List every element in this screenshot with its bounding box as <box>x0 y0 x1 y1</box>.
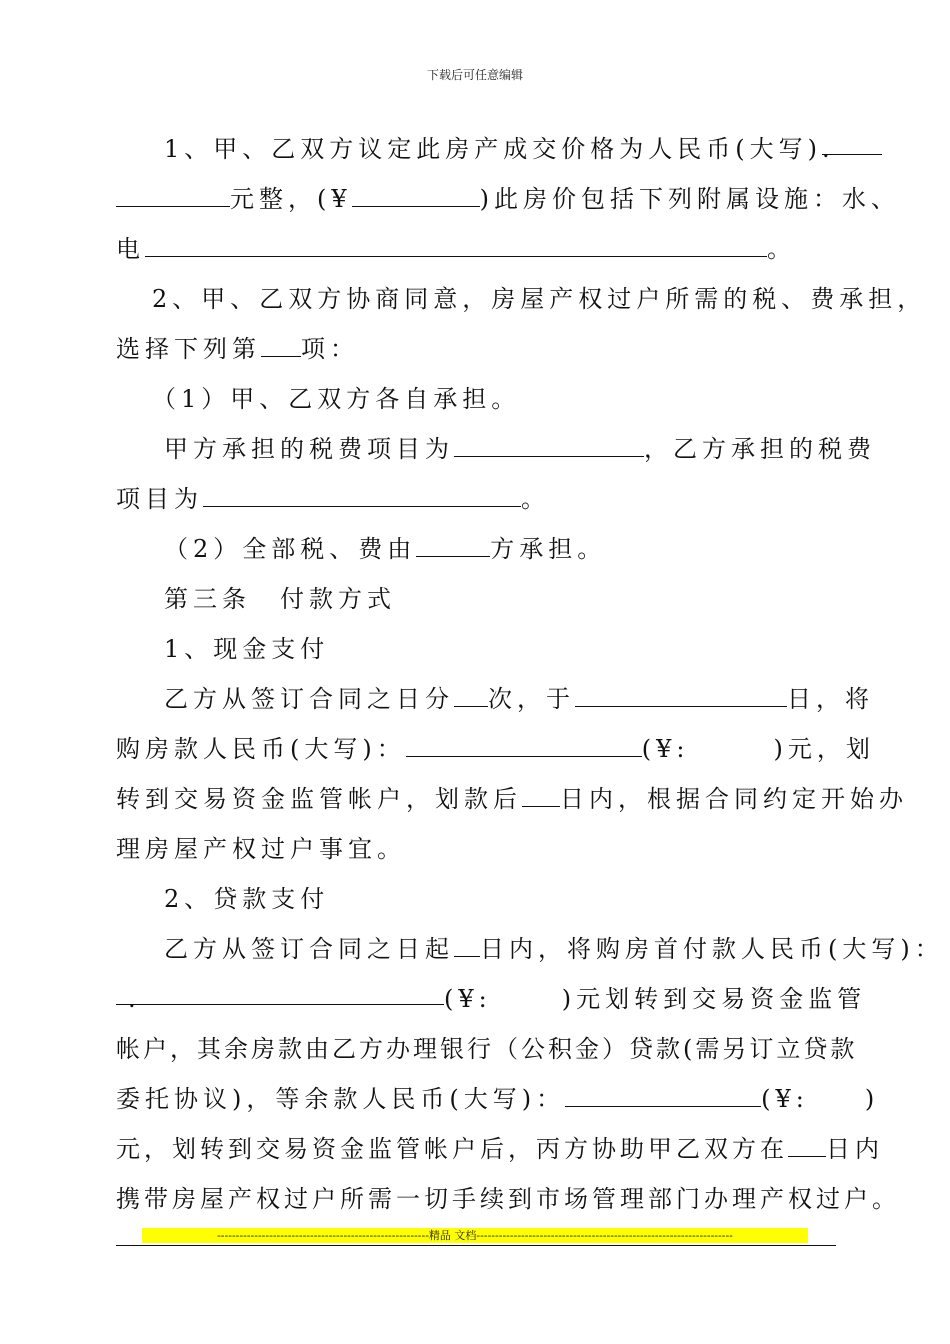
article-3-heading <box>164 584 836 614</box>
loan-payment-line-2 <box>116 984 867 1014</box>
text: 理房屋产权过户事宜。 <box>116 835 406 863</box>
text: 选择下列第 <box>116 335 261 363</box>
text: 委托协议)，等余款人民币(大写)： <box>116 1085 566 1113</box>
text: )元，划 <box>773 735 875 763</box>
text: 乙方从签订合同之日分 <box>164 685 454 713</box>
blank-field[interactable] <box>203 486 521 507</box>
text: 日内 <box>826 1135 884 1163</box>
blank-field[interactable] <box>116 186 230 207</box>
cash-payment-line-1 <box>164 684 874 714</box>
blank-field[interactable]: . <box>822 134 882 155</box>
text: 项目为 <box>116 485 203 513</box>
text: （1）甲、乙双方各自承担。 <box>152 385 521 413</box>
cash-payment-heading <box>164 634 836 664</box>
text: )此房价包括下列附属设施：水、 <box>479 185 901 213</box>
text: 项： <box>301 335 359 363</box>
cash-payment-line-4 <box>116 834 836 864</box>
text: 乙方从签订合同之日起 <box>164 935 454 963</box>
clause-1-line-2 <box>116 184 901 214</box>
option-1-detail-line-2 <box>116 484 836 514</box>
loan-payment-line-1 <box>164 934 944 964</box>
text: 购房款人民币(大写)： <box>116 735 406 763</box>
blank-field[interactable] <box>145 236 767 257</box>
text: 甲方承担的税费项目为 <box>164 435 454 463</box>
loan-payment-line-3 <box>116 1034 858 1064</box>
text: 。 <box>767 235 796 263</box>
blank-field[interactable] <box>575 686 787 707</box>
blank-field[interactable] <box>522 786 560 807</box>
text: （2）全部税、费由 <box>164 535 417 563</box>
clause-2-line-2 <box>116 334 836 364</box>
blank-field[interactable] <box>261 336 301 357</box>
text: 日，将 <box>787 685 874 713</box>
text: 次，于 <box>488 685 575 713</box>
blank-field[interactable] <box>406 736 642 757</box>
text: 2、贷款支付 <box>164 885 330 913</box>
text: 日内，根据合同约定开始办 <box>560 785 908 813</box>
text: 2、甲、乙双方协商同意，房屋产权过户所需的税、费承担， <box>152 285 927 313</box>
text: 转到交易资金监管帐户，划款后 <box>116 785 522 813</box>
clause-1-line <box>164 134 836 164</box>
footer-divider <box>116 1245 836 1246</box>
text: 帐户，其余房款由乙方办理银行（公积金）贷款(需另订立贷款 <box>116 1035 858 1063</box>
blank-field[interactable] <box>454 686 488 707</box>
text: (¥: <box>761 1085 809 1113</box>
loan-payment-line-6 <box>116 1184 900 1214</box>
text: )元划转到交易资金监管 <box>561 985 867 1013</box>
text: 元，划转到交易资金监管帐户后，丙方协助甲乙双方在 <box>116 1135 788 1163</box>
option-2-line <box>164 534 836 564</box>
option-1-detail-line <box>164 434 876 464</box>
option-1-line <box>152 384 836 414</box>
cash-payment-line-2 <box>116 734 875 764</box>
clause-2-line <box>152 284 927 314</box>
text: 1、现金支付 <box>164 635 330 663</box>
text: 1、甲、乙双方议定此房产成交价格为人民币(大写) <box>164 135 822 163</box>
blank-field[interactable] <box>116 984 444 1013</box>
clause-1-line-3 <box>116 234 836 264</box>
blank-field[interactable] <box>454 436 644 457</box>
text: (¥: <box>444 985 492 1013</box>
loan-payment-line-5 <box>116 1134 884 1164</box>
text: 电 <box>116 235 145 263</box>
text: 方承担。 <box>490 535 607 563</box>
text: 第三条 付款方式 <box>164 585 396 613</box>
text: 元整，(¥ <box>230 185 352 213</box>
text: 日内，将购房首付款人民币(大写)： <box>480 935 944 963</box>
text: . <box>128 985 136 1013</box>
cash-payment-line-3 <box>116 784 908 814</box>
blank-field[interactable] <box>352 186 480 207</box>
text: 携带房屋产权过户所需一切手续到市场管理部门办理产权过户。 <box>116 1185 900 1213</box>
text: ) <box>864 1085 880 1113</box>
page-header: 下载后可任意编辑 <box>426 68 523 82</box>
blank-field[interactable] <box>788 1136 826 1157</box>
text: (¥: <box>641 735 690 763</box>
loan-payment-line-4 <box>116 1084 880 1114</box>
blank-field[interactable] <box>454 936 480 957</box>
blank-field[interactable] <box>416 536 490 557</box>
text: ，乙方承担的税费 <box>644 435 876 463</box>
blank-field[interactable] <box>565 1086 761 1107</box>
text: 。 <box>521 485 550 513</box>
loan-payment-heading <box>164 884 836 914</box>
footer-banner: ---------------------------------------------------------精品 文档--------------------------------------------------------------------- <box>142 1228 808 1243</box>
